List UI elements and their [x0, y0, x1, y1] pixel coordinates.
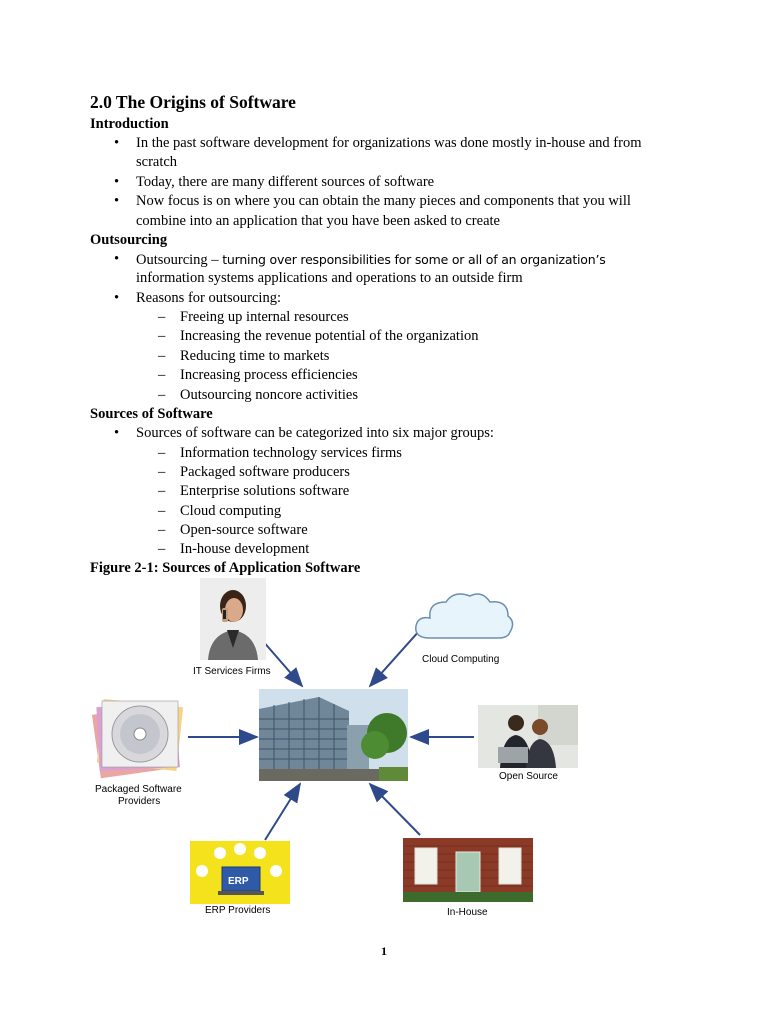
bullet-glyph: •	[114, 174, 120, 190]
label-it-services: IT Services Firms	[193, 666, 271, 677]
source-item: Enterprise solutions software	[180, 483, 350, 499]
bullet-glyph: •	[114, 251, 120, 267]
arrow-erp-to-center	[265, 784, 300, 840]
label-cloud-computing: Cloud Computing	[422, 654, 500, 665]
office-building-icon	[259, 689, 408, 781]
reason-item: Reducing time to markets	[180, 348, 330, 364]
source-item: Cloud computing	[180, 503, 282, 519]
in-house-photo	[403, 838, 533, 902]
source-item: Information technology services firms	[180, 445, 402, 461]
dash-glyph: –	[158, 503, 166, 519]
figure-caption: Figure 2-1: Sources of Application Software	[90, 560, 361, 576]
dash-glyph: –	[158, 541, 166, 557]
outsourcing-title: Outsourcing	[90, 232, 168, 248]
reason-item: Increasing the revenue potential of the organization	[180, 328, 479, 344]
open-source-photo	[478, 705, 578, 768]
dash-glyph: –	[158, 309, 166, 325]
section-heading: 2.0 The Origins of Software	[90, 92, 296, 112]
arrow-inhouse-to-center	[370, 784, 420, 835]
reason-item: Outsourcing noncore activities	[180, 387, 358, 403]
dash-glyph: –	[158, 445, 166, 461]
intro-bullet-3-cont: combine into an application that you have been asked to create	[136, 213, 500, 229]
reason-item: Increasing process efficiencies	[180, 367, 358, 383]
page-number: 1	[381, 944, 387, 958]
house-facade-icon	[403, 838, 533, 902]
dash-glyph: –	[158, 348, 166, 364]
outsourcing-definition-cont: information systems applications and operations to an outside firm	[136, 270, 523, 286]
intro-bullet-2: Today, there are many different sources of software	[136, 174, 435, 190]
dash-glyph: –	[158, 367, 166, 383]
reason-item: Freeing up internal resources	[180, 309, 349, 325]
label-open-source: Open Source	[499, 771, 558, 782]
intro-title: Introduction	[90, 116, 169, 132]
erp-screen-text: ERP	[228, 876, 249, 887]
reasons-label: Reasons for outsourcing:	[136, 290, 281, 306]
office-building-photo	[259, 689, 408, 781]
label-erp-providers: ERP Providers	[205, 905, 271, 916]
label-packaged-software: Packaged Software	[95, 784, 182, 795]
source-item: Open-source software	[180, 522, 308, 538]
it-services-photo	[200, 578, 266, 660]
dash-glyph: –	[158, 328, 166, 344]
people-laptop-icon	[478, 705, 578, 768]
source-item: In-house development	[180, 541, 310, 557]
cd-stack-icon	[92, 695, 186, 779]
packaged-software-photo	[92, 695, 186, 779]
bullet-glyph: •	[114, 290, 120, 306]
arrow-it-to-center	[262, 640, 302, 686]
erp-providers-image	[190, 841, 290, 904]
intro-bullet-1-cont: scratch	[136, 154, 178, 170]
label-in-house: In-House	[447, 907, 488, 918]
dash-glyph: –	[158, 464, 166, 480]
dash-glyph: –	[158, 483, 166, 499]
intro-bullet-3: Now focus is on where you can obtain the many pieces and components that you will	[136, 193, 631, 209]
dash-glyph: –	[158, 522, 166, 538]
erp-illustration	[190, 841, 290, 904]
definition-lead: Outsourcing –	[136, 252, 219, 268]
bullet-glyph: •	[114, 425, 120, 441]
source-item: Packaged software producers	[180, 464, 350, 480]
bullet-glyph: •	[114, 193, 120, 209]
definition-text: turning over responsibilities for some or all of an organization’s	[222, 252, 606, 267]
cloud-icon	[412, 588, 518, 644]
bullet-glyph: •	[114, 135, 120, 151]
sources-title: Sources of Software	[90, 406, 213, 422]
dash-glyph: –	[158, 387, 166, 403]
label-packaged-providers: Providers	[118, 796, 161, 807]
intro-bullet-1: In the past software development for organizations was done mostly in-house and from	[136, 135, 642, 151]
businesswoman-icon	[200, 578, 266, 660]
sources-lead: Sources of software can be categorized into six major groups:	[136, 425, 494, 441]
